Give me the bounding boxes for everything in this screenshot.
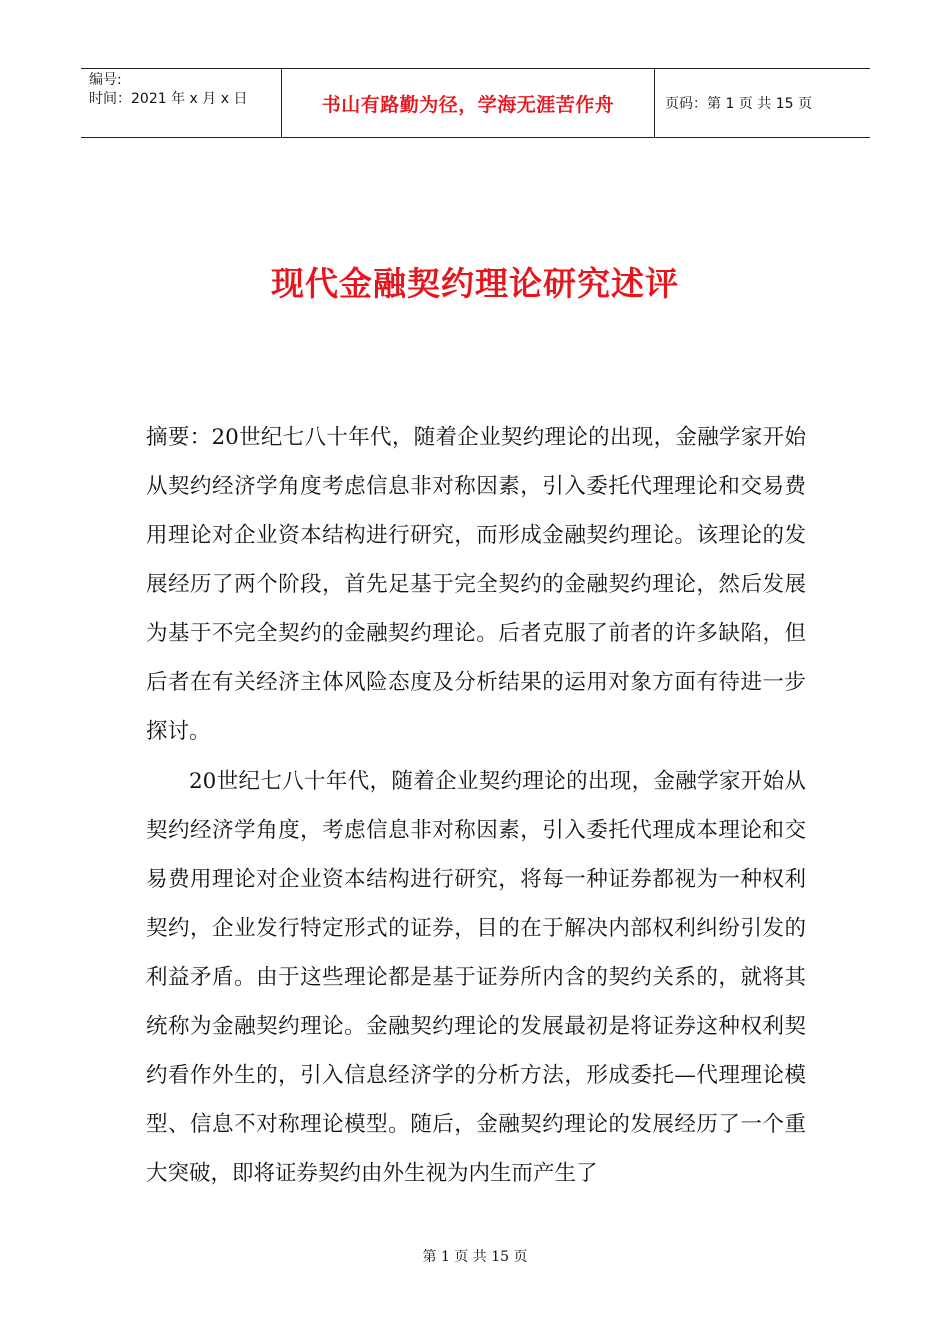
header-page-cell [655,69,870,137]
document-title: 现代金融契约理论研究述评 [271,264,679,303]
header-motto-cell [282,69,655,137]
header-table [81,68,870,138]
motto-text: 书山有路勤为径，学海无涯苦作舟 [321,93,615,116]
time-label: 时间：2021 年 x 月 x 日 [89,91,248,107]
abstract-paragraph: 摘要：20世纪七八十年代，随着企业契约理论的出现，金融学家开始从契约经济学角度考虑信息非对称因素，引入委托代理理论和交易费用理论对企业资本结构进行研究，而形成金融契约理论。该理论的发展经历了两个阶段，首先足基于完全契约的金融契约理论，然后发展为基于不完全契约的金融契约理论。后者克服了前者的许多缺陷，但后者在有关经济主体风险态度及分析结果的运用对象方面有待进一步探讨。 [146,425,806,744]
header-meta-cell [81,69,282,137]
page-footer: 第 1 页 共 15 页 [422,1249,528,1265]
number-label: 编号: [89,72,122,88]
page-info: 页码：第 1 页 共 15 页 [665,96,812,112]
body-paragraph-1: 20世纪七八十年代，随着企业契约理论的出现，金融学家开始从契约经济学角度，考虑信息非对称因素，引入委托代理成本理论和交易费用理论对企业资本结构进行研究，将每一种证券都视为一种权利契约，企业发行特定形式的证券，目的在于解决内部权利纠纷引发的利益矛盾。由于这些理论都是基于证券所内含的契约关系的，就将其统称为金融契约理论。金融契约理论的发展最初是将证券这种权利契约看作外生的，引入信息经济学的分析方法，形成委托—代理理论模型、信息不对称理论模型。随后，金融契约理论的发展经历了一个重大突破，即将证券契约由外生视为内生而产生了 [146,769,806,1186]
